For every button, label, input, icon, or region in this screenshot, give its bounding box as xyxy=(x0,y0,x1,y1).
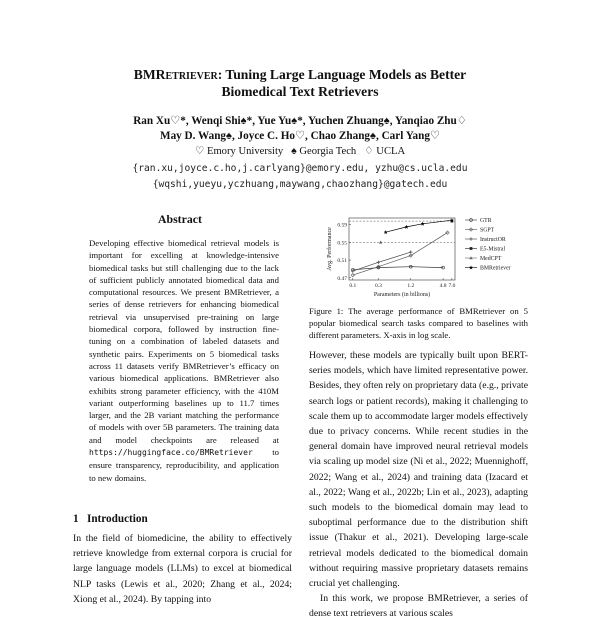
legend-label-gtr: GTR xyxy=(480,218,492,224)
data-point-instructor xyxy=(409,250,412,253)
email-line1: {ran.xu,joyce.c.ho,j.carlyang}@emory.edu, yzhu@cs.ucla.edu xyxy=(132,163,468,174)
series-line-gtr xyxy=(353,267,443,270)
y-tick-label: 0.55 xyxy=(337,240,347,247)
y-tick-label: 0.47 xyxy=(337,275,347,282)
right-paragraph-1: However, these models are typically built upon BERT-series models, which have limited representative power. Besides, they often rely on proprietary data (e.g., private search logs or patient records), making it challenging to scale them up to accommodate larger models effectively due to privacy concerns. While recent studies in the general domain have improved neural retrieval models via scaling up model size (Ni et al., 2022; Muennighoff, 2022; Wang et al., 2024) and training data (Izacard et al., 2022; Wang et al., 2022b; Lin et al., 2023), adapting such models to the biomedical domain may lead to suboptimal performance due to the distribution shift issue (Thakur et al., 2021). Developing large-scale retrieval models dedicated to the biomedical domain without requiring massive proprietary datasets remains crucial yet challenging. xyxy=(309,350,528,590)
right-paragraph-2: In this work, we propose BMRetriever, a series of dense text retrievers at various scales xyxy=(309,593,528,620)
title-prefix-smallcaps: etriever xyxy=(165,67,218,82)
legend-marker-e5-mistral xyxy=(470,247,473,250)
abstract-url[interactable]: https://huggingface.co/BMRetriever xyxy=(89,448,253,458)
x-tick-label: 4.8 xyxy=(439,283,447,289)
x-tick-label: 0.1 xyxy=(349,283,357,289)
email-list xyxy=(60,161,540,193)
plot-area xyxy=(326,218,456,298)
x-tick-label: 1.2 xyxy=(407,283,415,289)
x-tick-label: 7.0 xyxy=(448,283,456,289)
data-point-instructor xyxy=(377,261,380,264)
email-line2: {wqshi,yueyu,yczhuang,maywang,chaozhang}@gatech.edu xyxy=(152,179,448,190)
intro-paragraph: In the field of biomedicine, the ability to effectively retrieve knowledge from external corpora is crucial for large language models (LLMs) to excel at biomedical NLP tasks (Lewis et al., 2020; Zhang et al., 2024; Xiong et al., 2024). By tapping into xyxy=(73,533,292,605)
title-prefix: BMR xyxy=(133,67,166,82)
legend-marker-instructor xyxy=(469,237,472,240)
abstract-body-end: to ensure transparency, reproducibility, and application to new domains. xyxy=(89,447,279,483)
title-line1: : Tuning Large Language Models as Better xyxy=(217,67,467,82)
series-line-bmretriever xyxy=(386,220,452,232)
legend-label-e5-mistral: E5-Mistral xyxy=(480,246,506,253)
y-axis-label: Avg. Performance xyxy=(327,227,333,271)
abstract-heading: Abstract xyxy=(158,212,202,226)
legend-label-instructor: InstructOR xyxy=(480,237,506,243)
section-heading: 1 Introduction xyxy=(73,513,148,525)
abstract-text xyxy=(89,237,279,484)
abstract-body: Developing effective biomedical retrieval models is important for excelling at knowledge-intensive biomedical tasks but still challenging due to the lack of sufficient publicly annotated biomedical data and computational resources. We present BMRetriever, a series of dense retrievers for enhancing biomedical retrieval via unsupervised pre-training on large biomedical corpora, followed by instruction fine-tuning on a combination of labeled datasets and synthetic pairs. Experiments on 5 biomedical tasks across 11 datasets verify BMRetriever’s efficacy on various biomedical applications. BMRetriever also exhibits strong parameter efficiency, with the 410M variant outperforming baselines up to 11.7 times larger, and the 2B variant matching the performance of models with over 5B parameters. The training data and model checkpoints are released at xyxy=(89,238,279,445)
series-line-instructor xyxy=(353,252,411,271)
authors-line1: Ran Xu♡*, Wenqi Shi♠*, Yue Yu♠*, Yuchen Zhuang♠, Yanqiao Zhu♢ xyxy=(133,115,467,127)
x-tick-label: 0.3 xyxy=(374,283,382,289)
x-axis-label: Parameters (in billions) xyxy=(373,292,431,298)
affiliations: ♡ Emory University ♠ Georgia Tech ♢ UCLA xyxy=(194,146,406,157)
paper-title xyxy=(60,66,540,100)
figure-caption: Figure 1: The average performance of BMRetriever on 5 popular biomedical search tasks compared to baselines with different parameters. X-axis in log scale. xyxy=(309,306,528,341)
author-list xyxy=(60,114,540,143)
y-tick-label: 0.59 xyxy=(337,222,347,229)
legend-label-sgpt: SGPT xyxy=(480,227,495,234)
plot-frame xyxy=(349,218,455,280)
right-column-text xyxy=(309,348,528,622)
legend-label-medcpt: MedCPT xyxy=(480,256,502,262)
authors-line2: May D. Wang♠, Joyce C. Ho♡, Chao Zhang♠, Carl Yang♡ xyxy=(160,129,440,142)
title-line2: Biomedical Text Retrievers xyxy=(221,84,379,99)
figure-1-chart xyxy=(305,212,530,304)
legend-label-bmretriever: BMRetriever xyxy=(480,265,511,272)
chart-legend xyxy=(465,218,511,272)
data-point-sgpt xyxy=(351,273,354,276)
y-tick-label: 0.51 xyxy=(337,258,347,265)
